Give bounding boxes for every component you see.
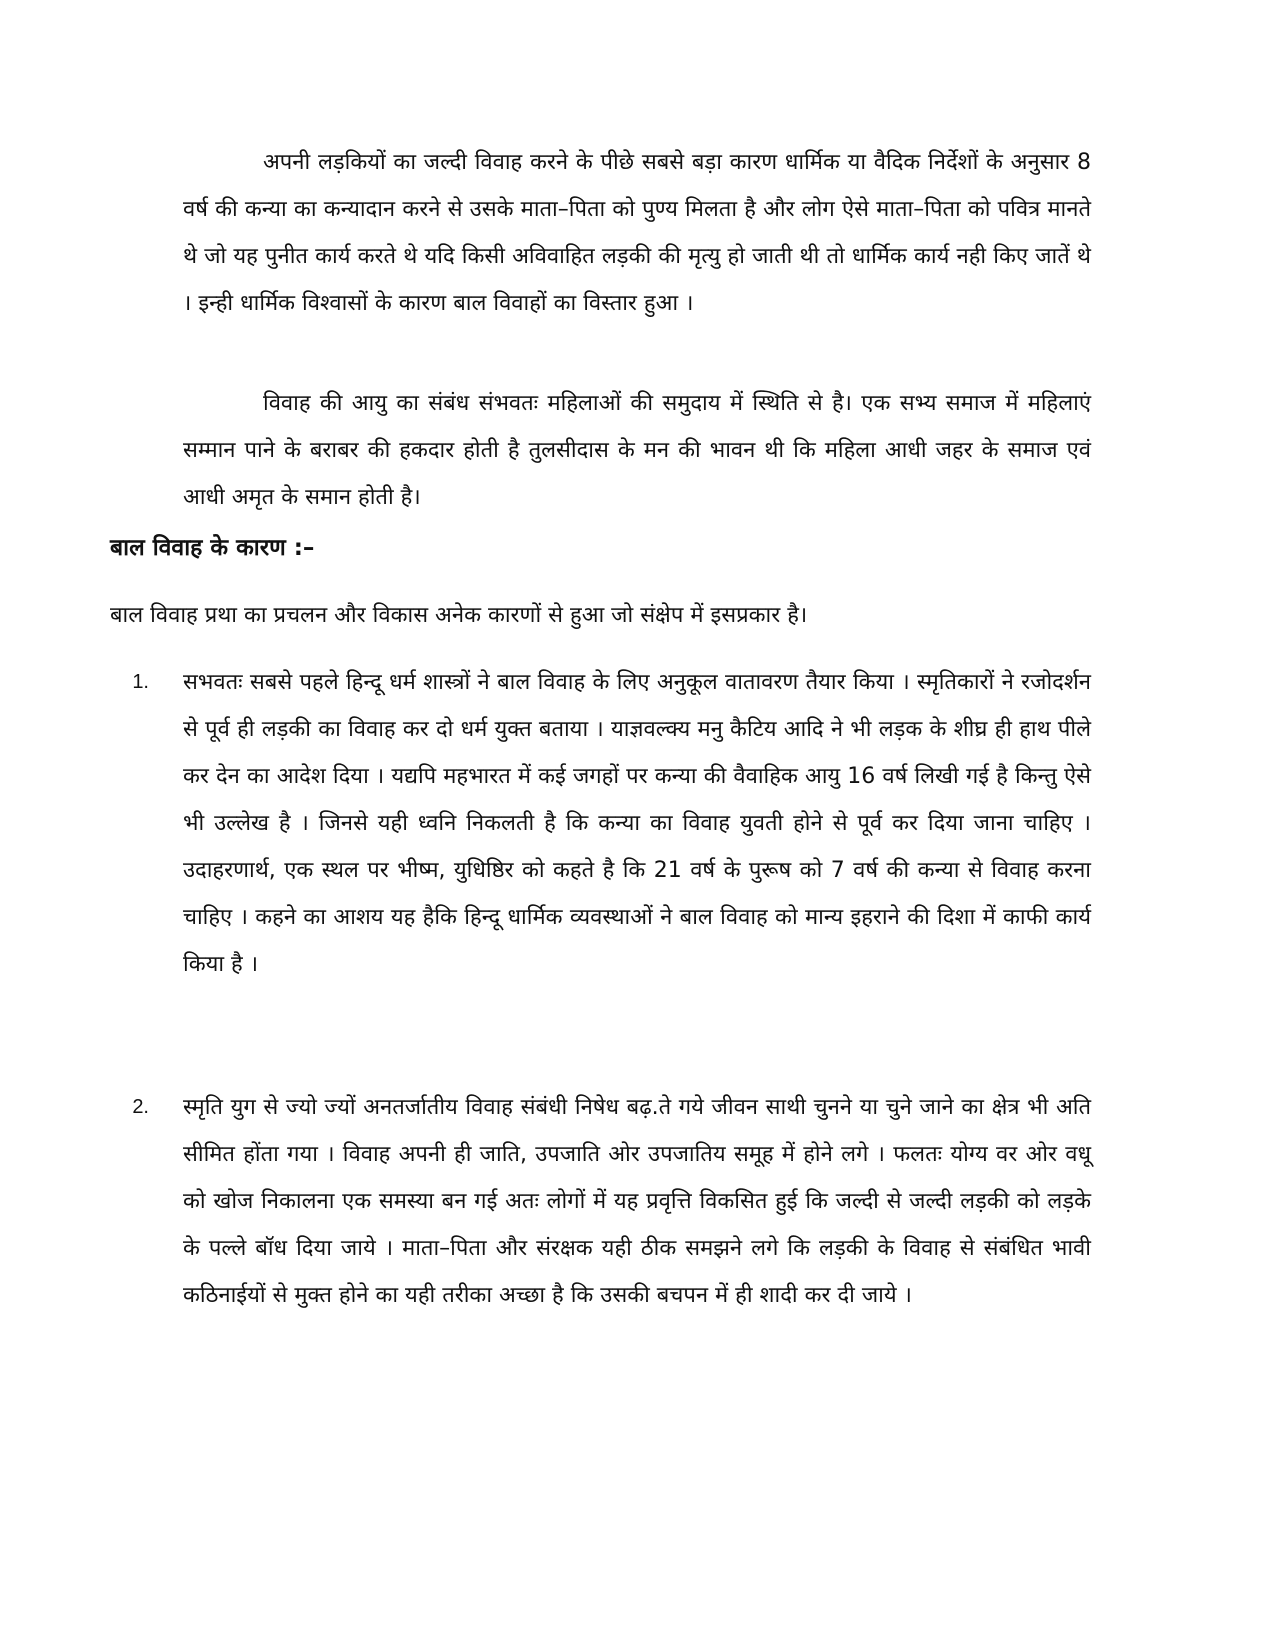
section-intro: बाल विवाह प्रथा का प्रचलन और विकास अनेक कारणों से हुआ जो संक्षेप में इसप्रकार है।	[110, 603, 808, 628]
list-item	[110, 1084, 1091, 1319]
list-item-text: सभवतः सबसे पहले हिन्दू धर्म शास्त्रों ने बाल विवाह के लिए अनुकूल वातावरण तैयार किया । स्मृतिकारों ने रजोदर्शन से पूर्व ही लड़की का विवाह कर दो धर्म युक्त बताया । याज्ञवल्क्य मनु कैटिय आदि ने भी लड़क के शीघ्र ही हाथ पीले कर देन का आदेश दिया । यद्यपि महभारत में कई जगहों पर कन्या की वैवाहिक आयु 16 वर्ष लिखी गई है किन्तु ऐसे भी उल्लेख है । जिनसे यही ध्वनि निकलती है कि कन्या का विवाह युवती होने से पूर्व कर दिया जाना चाहिए । उदाहरणार्थ, एक स्थल पर भीष्म, युधिष्ठिर को कहते है कि 21 वर्ष के पुरूष को 7 वर्ष की कन्या से विवाह करना चाहिए । कहने का आशय यह हैकि हिन्दू धार्मिक व्यवस्थाओं ने बाल विवाह को मान्य इहराने की दिशा में काफी कार्य किया है ।	[183, 670, 1091, 977]
section-heading: बाल विवाह के कारण :–	[110, 535, 315, 561]
list-item-number: 1.	[132, 671, 149, 693]
list-item-text: स्मृति युग से ज्यो ज्यों अनतर्जातीय विवाह संबंधी निषेध बढ़.ते गये जीवन साथी चुनने या चुने जाने का क्षेत्र भी अति सीमित होंता गया । विवाह अपनी ही जाति, उपजाति ओर उपजातिय समूह में होने लगे । फलतः योग्य वर ओर वधू को खोज निकालना एक समस्या बन गई अतः लोगों में यह प्रवृत्ति विकसित हुई कि जल्दी से जल्दी लड़की को लड़के के पल्ले बॉध दिया जाये । माता–पिता और संरक्षक यही ठीक समझने लगे कि लड़की के विवाह से संबंधित भावी कठिनाईयों से मुक्त होने का यही तरीका अच्छा है कि उसकी बचपन में ही शादी कर दी जाये ।	[183, 1095, 1091, 1308]
paragraph-religious-reasons: अपनी लड़कियों का जल्दी विवाह करने के पीछे सबसे बड़ा कारण धार्मिक या वैदिक निर्देशों के अनुसार 8 वर्ष की कन्या का कन्यादान करने से उसके माता–पिता को पुण्य मिलता है और लोग ऐसे माता–पिता को पवित्र मानते थे जो यह पुनीत कार्य करते थे यदि किसी अविवाहित लड़की की मृत्यु हो जाती थी तो धार्मिक कार्य नही किए जातें थे । इन्ही धार्मिक विश्वासों के कारण बाल विवाहों का विस्तार हुआ ।	[183, 150, 1091, 316]
list-item	[110, 659, 1091, 988]
paragraph-marriage-age: विवाह की आयु का संबंध संभवतः महिलाओं की समुदाय में स्थिति से है। एक सभ्य समाज में महिलाएं सम्मान पाने के बराबर की हकदार होती है तुलसीदास के मन की भावन थी कि महिला आधी जहर के समाज एवं आधी अमृत के समान होती है।	[183, 391, 1091, 510]
list-item-number: 2.	[132, 1096, 149, 1118]
